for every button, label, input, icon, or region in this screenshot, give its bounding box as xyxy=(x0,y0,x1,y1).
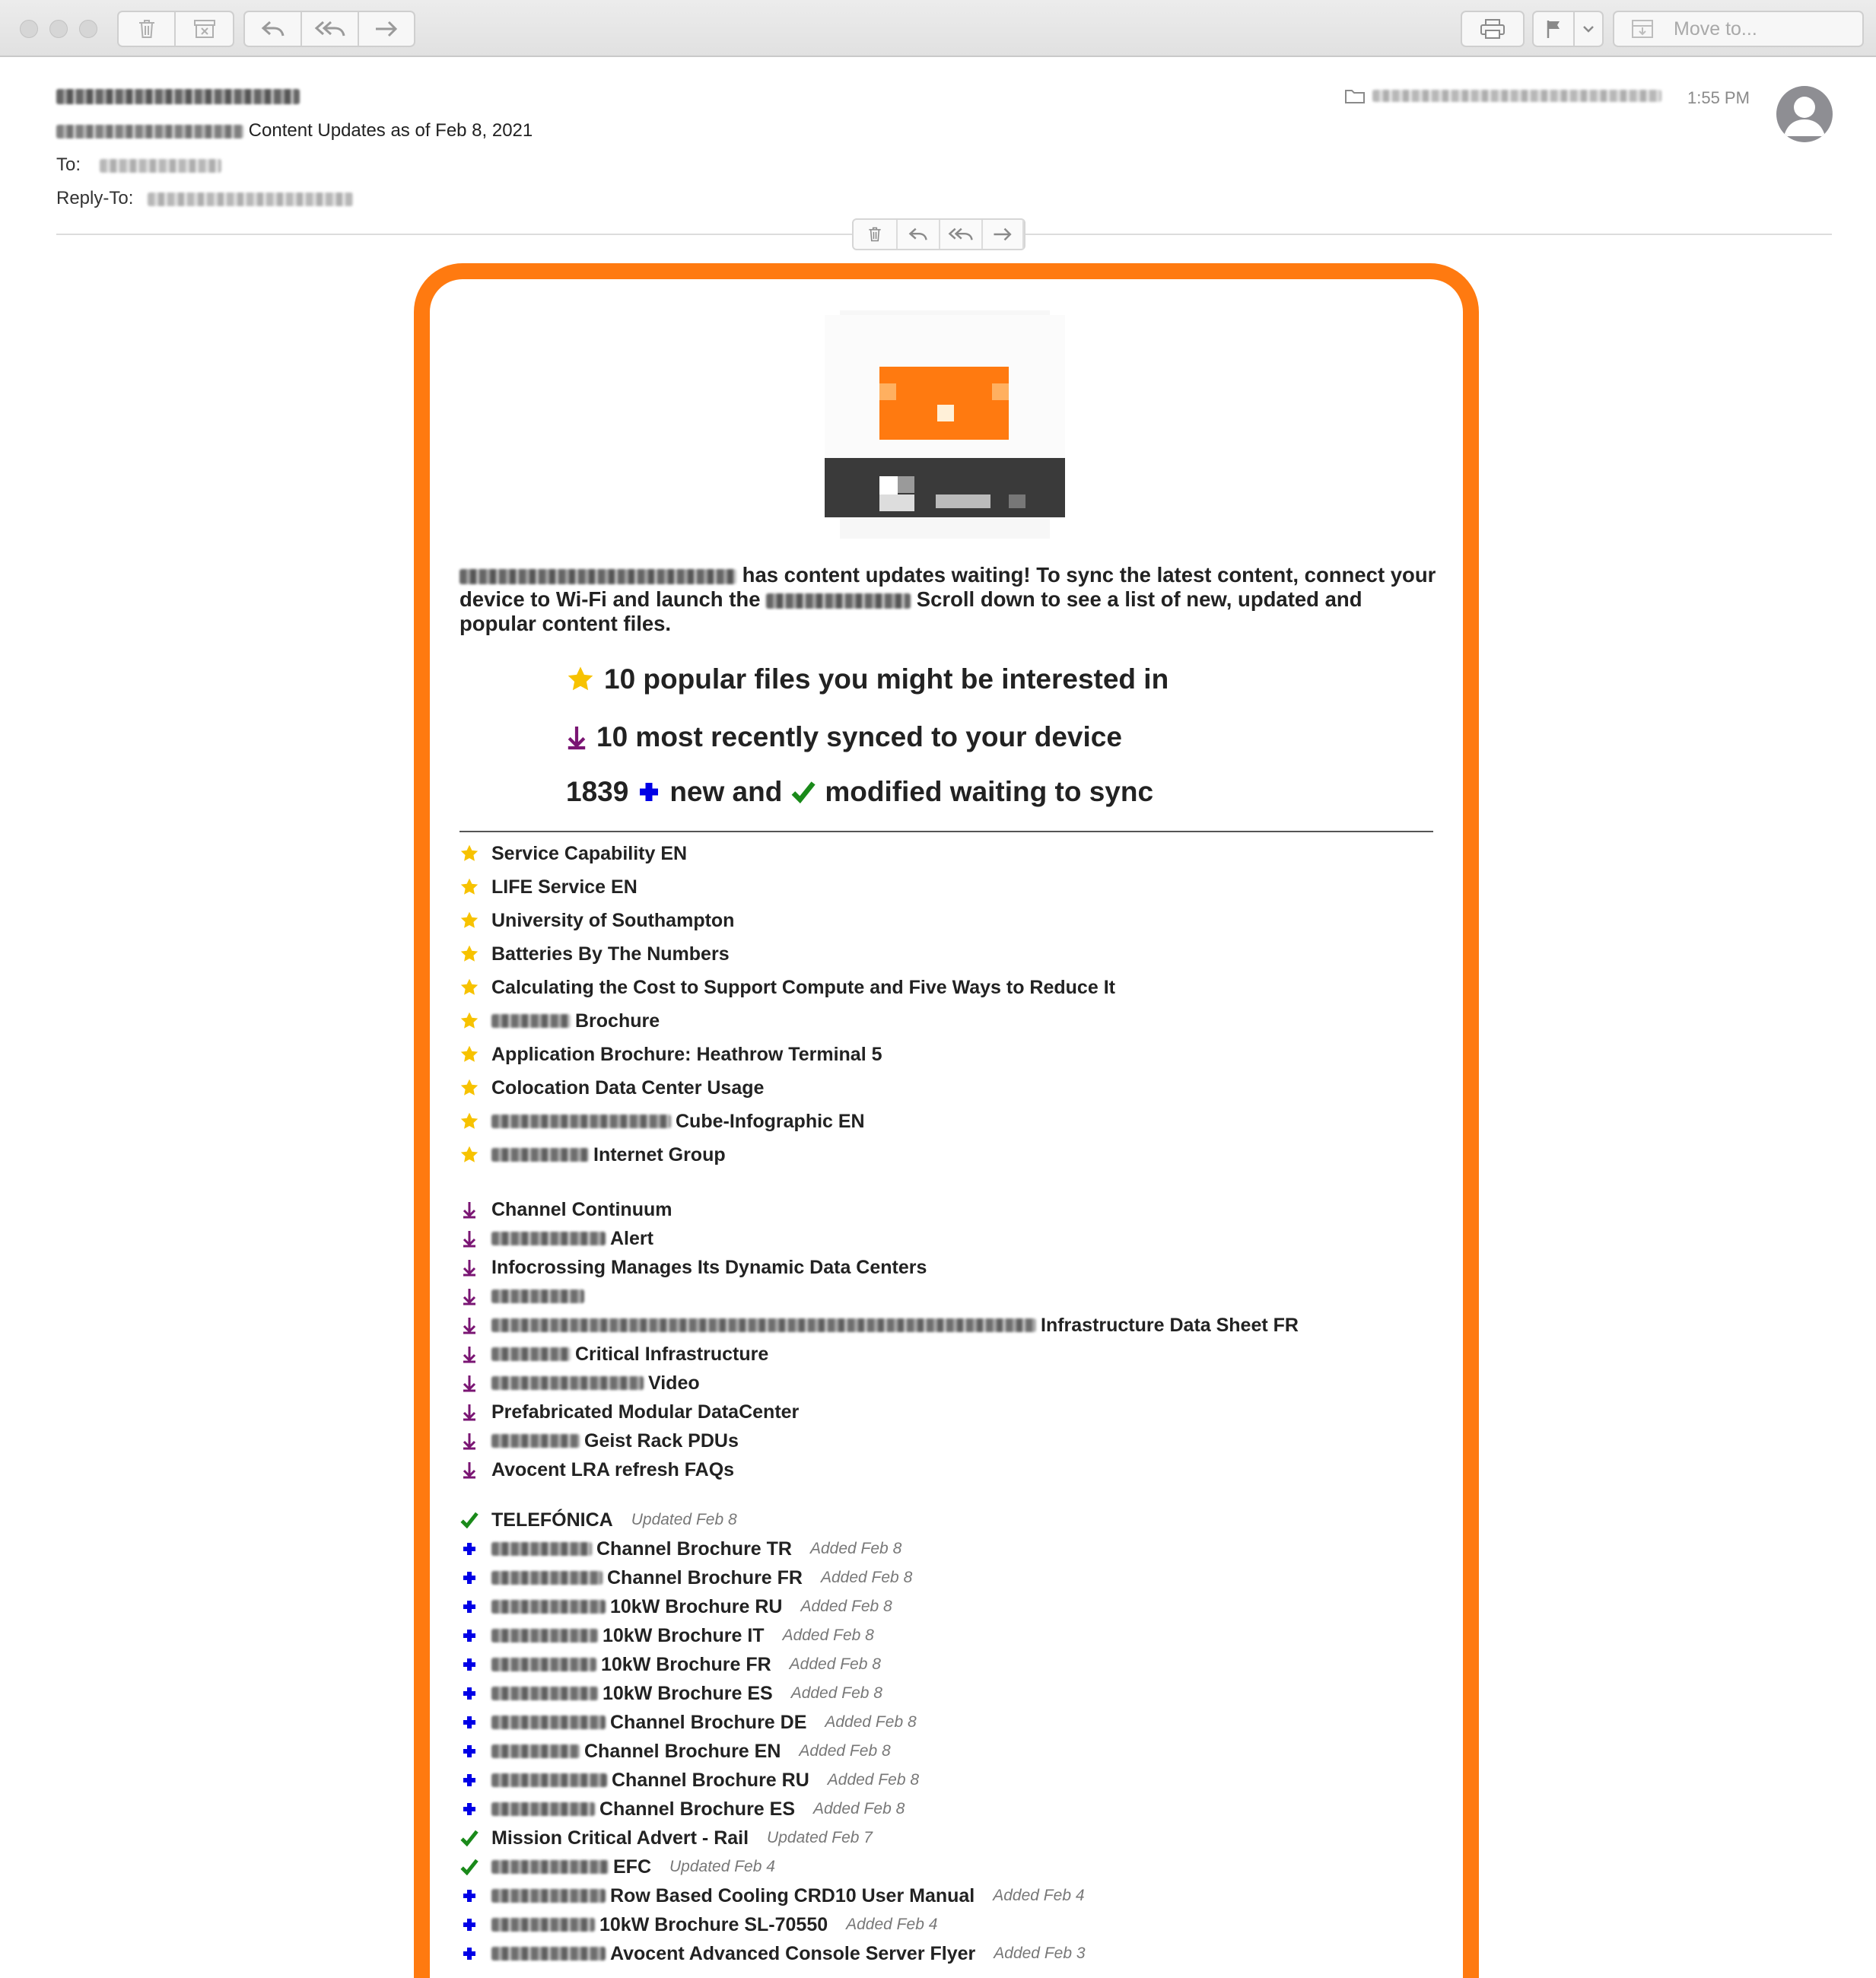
redacted-name xyxy=(491,1014,571,1028)
redacted-name xyxy=(491,1744,580,1758)
file-title: Service Capability EN xyxy=(491,842,688,864)
download-arrow-icon xyxy=(459,1286,479,1306)
file-title: LIFE Service EN xyxy=(491,876,638,898)
file-title: 10kW Brochure FR xyxy=(601,1653,771,1675)
star-icon xyxy=(459,1078,479,1098)
file-title: Application Brochure: Heathrow Terminal 5 xyxy=(491,1043,882,1065)
list-item[interactable] xyxy=(459,940,730,968)
reply-button[interactable] xyxy=(245,12,302,46)
file-title: Alert xyxy=(610,1227,653,1249)
file-title: Channel Brochure EN xyxy=(584,1740,781,1762)
file-title: Channel Brochure RU xyxy=(612,1769,809,1791)
redacted-name xyxy=(491,1716,606,1729)
download-arrow-icon xyxy=(459,1315,479,1335)
move-icon xyxy=(1631,18,1654,40)
list-item[interactable] xyxy=(459,1882,1085,1910)
plus-icon xyxy=(459,1626,479,1646)
list-item[interactable] xyxy=(459,974,1115,1001)
redacted-name xyxy=(491,1629,598,1643)
intro-text: has content updates waiting! To sync the latest content, connect your device to Wi-Fi and launch the xyxy=(459,563,1436,611)
file-status-note: Updated Feb 8 xyxy=(631,1511,737,1528)
forward-icon xyxy=(992,226,1013,243)
file-title: Brochure xyxy=(575,1010,660,1032)
print-group xyxy=(1461,11,1525,47)
redacted-name xyxy=(491,1318,1036,1332)
file-title: Avocent Advanced Console Server Flyer xyxy=(610,1942,976,1964)
chevron-down-icon xyxy=(1582,24,1595,33)
intro-tail: Scroll down to see a list of new, updated and popular content files. xyxy=(459,587,1362,635)
list-item[interactable] xyxy=(459,840,687,867)
file-title: 10kW Brochure RU xyxy=(610,1595,783,1617)
sender-name[interactable] xyxy=(56,85,300,107)
file-status-note: Added Feb 8 xyxy=(820,1569,913,1586)
checkmark-icon xyxy=(459,1510,479,1530)
intro-paragraph xyxy=(459,563,1441,636)
file-title: Channel Brochure ES xyxy=(599,1798,795,1820)
trash-icon xyxy=(137,18,157,40)
inline-delete-button[interactable] xyxy=(854,220,898,249)
list-item[interactable] xyxy=(459,907,734,934)
list-item[interactable] xyxy=(459,1007,660,1035)
app-name-redacted xyxy=(459,569,736,584)
star-icon xyxy=(459,1111,479,1131)
zoom-window-button[interactable] xyxy=(79,20,97,38)
stat-waiting xyxy=(566,776,1153,808)
stat-waiting-new: new and xyxy=(669,776,783,807)
download-arrow-icon xyxy=(459,1258,479,1277)
move-to-field[interactable] xyxy=(1613,11,1864,47)
reply-to-line xyxy=(56,188,353,209)
redacted-name xyxy=(491,1542,592,1556)
list-item[interactable] xyxy=(459,1312,1299,1339)
file-title: Colocation Data Center Usage xyxy=(491,1076,765,1099)
move-to-placeholder: Move to... xyxy=(1674,17,1757,40)
plus-icon xyxy=(459,1741,479,1761)
file-title: 10kW Brochure IT xyxy=(603,1624,765,1646)
redacted-name xyxy=(491,1148,589,1162)
flag-dropdown-button[interactable] xyxy=(1575,12,1602,46)
delete-archive-group xyxy=(117,11,234,47)
redacted-name xyxy=(491,1687,598,1700)
file-title: Video xyxy=(648,1372,700,1394)
star-icon xyxy=(459,978,479,997)
reply-to-label: Reply-To: xyxy=(56,188,134,208)
star-icon xyxy=(459,877,479,897)
list-item[interactable] xyxy=(459,1506,737,1534)
redacted-name xyxy=(491,1947,606,1961)
archive-button[interactable] xyxy=(176,12,233,46)
flag-button[interactable] xyxy=(1534,12,1575,46)
star-icon xyxy=(459,1011,479,1031)
app-logo-image xyxy=(825,300,1065,551)
file-title: Channel Brochure TR xyxy=(596,1538,792,1560)
list-item[interactable] xyxy=(459,1940,1086,1967)
file-title: Internet Group xyxy=(593,1143,726,1165)
list-item[interactable] xyxy=(459,1225,653,1252)
file-title: Channel Brochure FR xyxy=(607,1566,803,1588)
stat-synced-text: 10 most recently synced to your device xyxy=(596,721,1122,752)
file-title: Mission Critical Advert - Rail xyxy=(491,1827,749,1849)
redacted-name xyxy=(491,1600,606,1614)
reply-all-icon xyxy=(948,226,974,243)
redacted-name xyxy=(491,1571,603,1585)
redacted-name xyxy=(491,1290,584,1303)
file-title: Calculating the Cost to Support Compute and Five Ways to Reduce It xyxy=(491,976,1115,998)
sender-redacted xyxy=(56,89,300,104)
star-icon xyxy=(459,944,479,964)
redacted-name xyxy=(491,1115,671,1128)
list-item[interactable] xyxy=(459,1853,775,1881)
file-title: TELEFÓNICA xyxy=(491,1509,613,1531)
list-item[interactable] xyxy=(459,1738,891,1765)
reply-to-redacted[interactable] xyxy=(148,192,353,206)
file-title: Prefabricated Modular DataCenter xyxy=(491,1401,800,1423)
list-item[interactable] xyxy=(459,1254,927,1281)
to-label: To: xyxy=(56,154,81,175)
checkmark-icon xyxy=(459,1857,479,1877)
file-title: EFC xyxy=(613,1856,651,1878)
list-item[interactable] xyxy=(459,1340,768,1368)
list-item[interactable] xyxy=(459,1535,901,1563)
checkmark-icon xyxy=(459,1828,479,1848)
archive-icon xyxy=(193,18,216,40)
inline-forward-button[interactable] xyxy=(983,220,1024,249)
inline-actions xyxy=(852,218,1025,250)
list-item[interactable] xyxy=(459,1108,865,1135)
stat-popular xyxy=(566,663,1169,695)
file-status-note: Added Feb 8 xyxy=(799,1742,891,1760)
reply-icon xyxy=(261,19,285,39)
stat-waiting-count: 1839 xyxy=(566,776,629,807)
file-status-note: Added Feb 3 xyxy=(994,1945,1086,1962)
download-arrow-icon xyxy=(459,1229,479,1248)
file-status-note: Added Feb 8 xyxy=(800,1598,892,1615)
file-status-note: Updated Feb 7 xyxy=(767,1829,873,1846)
reply-icon xyxy=(908,226,928,243)
subject-redacted xyxy=(56,125,243,138)
list-item[interactable] xyxy=(459,1680,882,1707)
file-title: Critical Infrastructure xyxy=(575,1343,769,1365)
redacted-name xyxy=(491,1918,595,1932)
plus-icon xyxy=(459,1944,479,1964)
file-title: 10kW Brochure ES xyxy=(603,1682,773,1704)
file-status-note: Added Feb 8 xyxy=(809,1540,902,1557)
list-item[interactable] xyxy=(459,1369,700,1397)
redacted-name xyxy=(491,1347,571,1361)
plus-icon xyxy=(459,1539,479,1559)
star-icon xyxy=(459,844,479,863)
inline-reply-all-button[interactable] xyxy=(940,220,983,249)
to-recipient-redacted[interactable] xyxy=(100,159,221,173)
list-item[interactable] xyxy=(459,1041,882,1068)
subject-line xyxy=(56,120,533,142)
folder-name-redacted xyxy=(1372,90,1661,102)
plus-icon xyxy=(459,1915,479,1935)
file-title: Cube-Infographic EN xyxy=(676,1110,865,1132)
checkmark-icon xyxy=(791,781,816,803)
list-item[interactable] xyxy=(459,1709,917,1736)
file-status-note: Added Feb 8 xyxy=(813,1800,905,1817)
forward-icon xyxy=(374,19,399,39)
minimize-window-button[interactable] xyxy=(49,20,68,38)
download-arrow-icon xyxy=(459,1431,479,1451)
reply-group xyxy=(243,11,415,47)
redacted-name xyxy=(491,1658,596,1671)
file-title: 10kW Brochure SL-70550 xyxy=(599,1913,828,1935)
redacted-name xyxy=(491,1802,595,1816)
list-item[interactable] xyxy=(459,873,638,901)
list-item[interactable] xyxy=(459,1074,764,1102)
stat-waiting-modified: modified waiting to sync xyxy=(825,776,1154,807)
download-arrow-icon xyxy=(566,724,587,750)
file-status-note: Added Feb 8 xyxy=(825,1713,917,1731)
section-divider xyxy=(459,831,1433,832)
file-status-note: Added Feb 8 xyxy=(790,1684,882,1702)
file-title: Channel Continuum xyxy=(491,1198,672,1220)
plus-icon xyxy=(459,1655,479,1674)
redacted-name xyxy=(491,1232,606,1245)
star-icon xyxy=(459,1145,479,1165)
file-title: Channel Brochure DE xyxy=(610,1711,807,1733)
inline-reply-button[interactable] xyxy=(898,220,940,249)
list-item[interactable] xyxy=(459,1767,919,1794)
folder-icon xyxy=(1345,88,1365,103)
file-status-note: Added Feb 4 xyxy=(846,1916,938,1933)
star-icon xyxy=(566,665,595,694)
star-icon xyxy=(459,1045,479,1064)
plus-icon xyxy=(459,1568,479,1588)
redacted-name xyxy=(491,1376,644,1390)
print-icon xyxy=(1480,18,1506,40)
download-arrow-icon xyxy=(459,1373,479,1393)
list-item[interactable] xyxy=(459,1427,739,1455)
file-status-note: Updated Feb 4 xyxy=(669,1858,775,1875)
file-status-note: Added Feb 4 xyxy=(993,1887,1085,1904)
list-item[interactable] xyxy=(459,1593,892,1620)
download-arrow-icon xyxy=(459,1200,479,1220)
list-item[interactable] xyxy=(459,1456,734,1484)
person-icon xyxy=(1776,86,1833,142)
forward-button[interactable] xyxy=(359,12,414,46)
list-item[interactable] xyxy=(459,1196,672,1223)
list-item[interactable] xyxy=(459,1564,912,1592)
star-icon xyxy=(459,911,479,930)
avatar xyxy=(1776,86,1833,142)
plus-icon xyxy=(459,1799,479,1819)
list-item[interactable] xyxy=(459,1911,937,1938)
trash-icon xyxy=(867,226,882,243)
to-line xyxy=(56,154,221,176)
list-item[interactable] xyxy=(459,1651,881,1678)
redacted-name xyxy=(491,1860,609,1874)
redacted-name xyxy=(491,1434,580,1448)
plus-icon xyxy=(638,781,660,803)
flag-icon xyxy=(1545,19,1562,39)
file-title: Batteries By The Numbers xyxy=(491,943,730,965)
list-item[interactable] xyxy=(459,1795,905,1823)
list-item[interactable] xyxy=(459,1283,589,1310)
plus-icon xyxy=(459,1597,479,1617)
subject-text: Content Updates as of Feb 8, 2021 xyxy=(248,120,533,141)
plus-icon xyxy=(459,1684,479,1703)
message-time: 1:55 PM xyxy=(1687,88,1750,107)
window-toolbar xyxy=(0,0,1876,57)
stat-popular-text: 10 popular files you might be interested in xyxy=(604,663,1169,695)
plus-icon xyxy=(459,1886,479,1906)
list-item[interactable] xyxy=(459,1622,874,1649)
download-arrow-icon xyxy=(459,1402,479,1422)
print-button[interactable] xyxy=(1462,12,1523,46)
list-item[interactable] xyxy=(459,1824,873,1852)
file-status-note: Added Feb 8 xyxy=(827,1771,920,1789)
plus-icon xyxy=(459,1770,479,1790)
list-item[interactable] xyxy=(459,1398,799,1426)
file-status-note: Added Feb 8 xyxy=(789,1655,881,1673)
redacted-name xyxy=(491,1773,607,1787)
app-name-redacted-2 xyxy=(766,593,911,609)
download-arrow-icon xyxy=(459,1344,479,1364)
close-window-button[interactable] xyxy=(20,20,38,38)
file-title: Geist Rack PDUs xyxy=(584,1429,739,1452)
reply-all-button[interactable] xyxy=(302,12,359,46)
file-title: Avocent LRA refresh FAQs xyxy=(491,1458,735,1480)
file-status-note: Added Feb 8 xyxy=(782,1627,874,1644)
redacted-name xyxy=(491,1889,606,1903)
list-item[interactable] xyxy=(459,1141,726,1169)
mailbox-location[interactable] xyxy=(1345,88,1661,103)
download-arrow-icon xyxy=(459,1460,479,1480)
stat-synced xyxy=(566,721,1122,753)
plus-icon xyxy=(459,1712,479,1732)
flag-group xyxy=(1532,11,1604,47)
file-title: Row Based Cooling CRD10 User Manual xyxy=(610,1884,975,1906)
reply-all-icon xyxy=(314,19,346,39)
file-title: University of Southampton xyxy=(491,909,735,931)
file-title: Infrastructure Data Sheet FR xyxy=(1041,1314,1299,1336)
delete-button[interactable] xyxy=(119,12,176,46)
file-title: Infocrossing Manages Its Dynamic Data Centers xyxy=(491,1256,927,1278)
